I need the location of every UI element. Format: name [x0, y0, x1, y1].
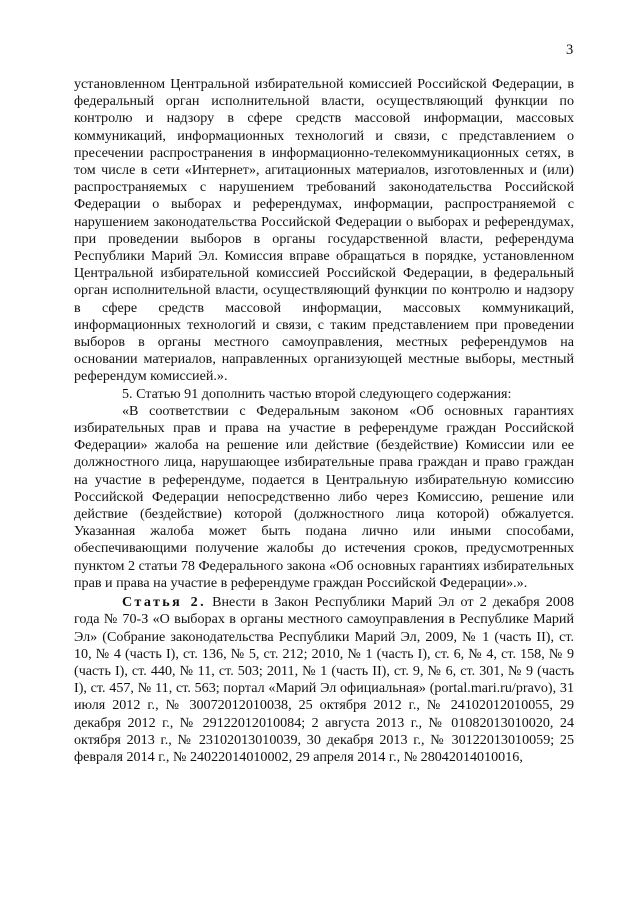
- paragraph-continuation: установленном Центральной избирательной комиссией Российской Федерации, в федеральный орган исполнительной власти, осуществляющий функции по контролю и надзору в сфере средств массовой информации, массовых коммуникаций, информационных технологий и связи, с представлением о пресечении распространения в информационно-телекоммуникационных сетях, в том числе в сети «Интернет», агитационных материалов, изготовленных и (или) распространяемых с нарушением требований законодательства Российской Федерации о выборах и референдумах, информации, распространяемой с нарушением законодательства Российской Федерации о выборах и референдумах, при проведении выборов в органы государственной власти, референдума Республики Марий Эл. Комиссия вправе обращаться в порядке, установленном Центральной избирательной комиссией Российской Федерации, в федеральный орган исполнительной власти, осуществляющий функции по контролю и надзору в сфере средств массовой информации, массовых коммуникаций, информационных технологий и связи, с таким представлением при проведении выборов в органы местного самоуправления, местных референдумов на основании материалов, направленных организующей местные выборы, местный референдум комиссией.».: [74, 76, 574, 385]
- paragraph-article-2: [74, 594, 574, 766]
- article-heading: Статья 2.: [122, 594, 207, 611]
- article-2-text: Внести в Закон Республики Марий Эл от 2 декабря 2008 года № 70-З «О выборах в органы местного самоуправления в Республике Марий Эл» (Собрание законодательства Республики Марий Эл, 2009, № 1 (часть II), ст. 10, № 4 (часть I), ст. 136, № 5, ст. 212; 2010, № 1 (часть I), ст. 6, № 4, ст. 158, № 9 (часть I), ст. 440, № 11, ст. 503; 2011, № 1 (часть II), ст. 9, № 6, ст. 301, № 9 (часть I), ст. 457, № 11, ст. 563; портал «Марий Эл официальная» (portal.mari.ru/pravo), 31 июля 2012 г., № 30072012010038, 25 октября 2012 г., № 24102012010055, 29 декабря 2012 г., № 29122012010084; 2 августа 2013 г., № 01082013010020, 24 октября 2013 г., № 23102013010039, 30 декабря 2013 г., № 30122013010059; 25 февраля 2014 г., № 24022014010002, 29 апреля 2014 г., № 28042014010016,: [74, 594, 574, 765]
- document-body: [74, 76, 574, 766]
- paragraph-quoted-amendment: «В соответствии с Федеральным законом «Об основных гарантиях избирательных прав и права на участие в референдуме граждан Российской Федерации» жалоба на решение или действие (бездействие) Комиссии или ее должностного лица, нарушающее избирательные права граждан и право граждан на участие в референдуме, подается в Центральную избирательную комиссию Российской Федерации непосредственно либо через Комиссию, решение или действие (бездействие) которой (должностного лица которой) обжалуется. Указанная жалоба может быть подана лично или иными способами, обеспечивающими получение жалобы до истечения сроков, предусмотренных пунктом 2 статьи 78 Федерального закона «Об основных гарантиях избирательных прав и права на участие в референдуме граждан Российской Федерации».».: [74, 402, 574, 591]
- page-number: 3: [566, 42, 574, 58]
- paragraph-item-5: 5. Статью 91 дополнить частью второй следующего содержания:: [122, 385, 512, 402]
